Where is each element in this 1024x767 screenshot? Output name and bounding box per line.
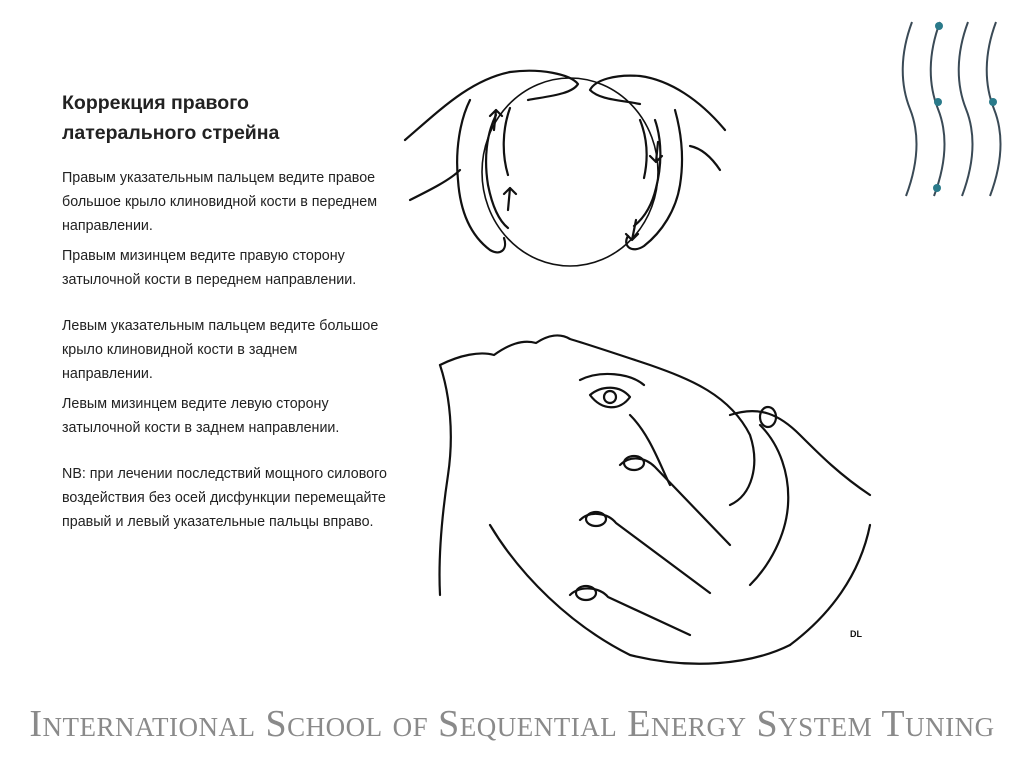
hands-on-head-illustration <box>430 325 890 670</box>
slide-title <box>62 88 392 148</box>
illustration-signature: DL <box>850 629 862 639</box>
title-line-2: латерального стрейна <box>62 122 280 144</box>
footer-school-name: International School of Sequential Energy System Tuning <box>29 703 995 745</box>
logo-wave-lines-icon <box>892 14 1012 204</box>
paragraph-4: Левым мизинцем ведите левую сторону затылочной кости в заднем направлении. <box>62 396 340 436</box>
hands-on-skull-illustration <box>400 60 730 270</box>
paragraph-nb: NB: при лечении последствий мощного силового воздействия без осей дисфункции перемещайте правый и левый указательные пальцы вправо. <box>62 466 387 530</box>
paragraph-1: Правым указательным пальцем ведите правое большое крыло клиновидной кости в переднем направлении. <box>62 170 378 234</box>
instructions-text <box>62 166 392 540</box>
title-line-1: Коррекция правого <box>62 92 249 114</box>
paragraph-3: Левым указательным пальцем ведите большое крыло клиновидной кости в заднем направлении. <box>62 318 379 382</box>
paragraph-2: Правым мизинцем ведите правую сторону затылочной кости в переднем направлении. <box>62 248 357 288</box>
